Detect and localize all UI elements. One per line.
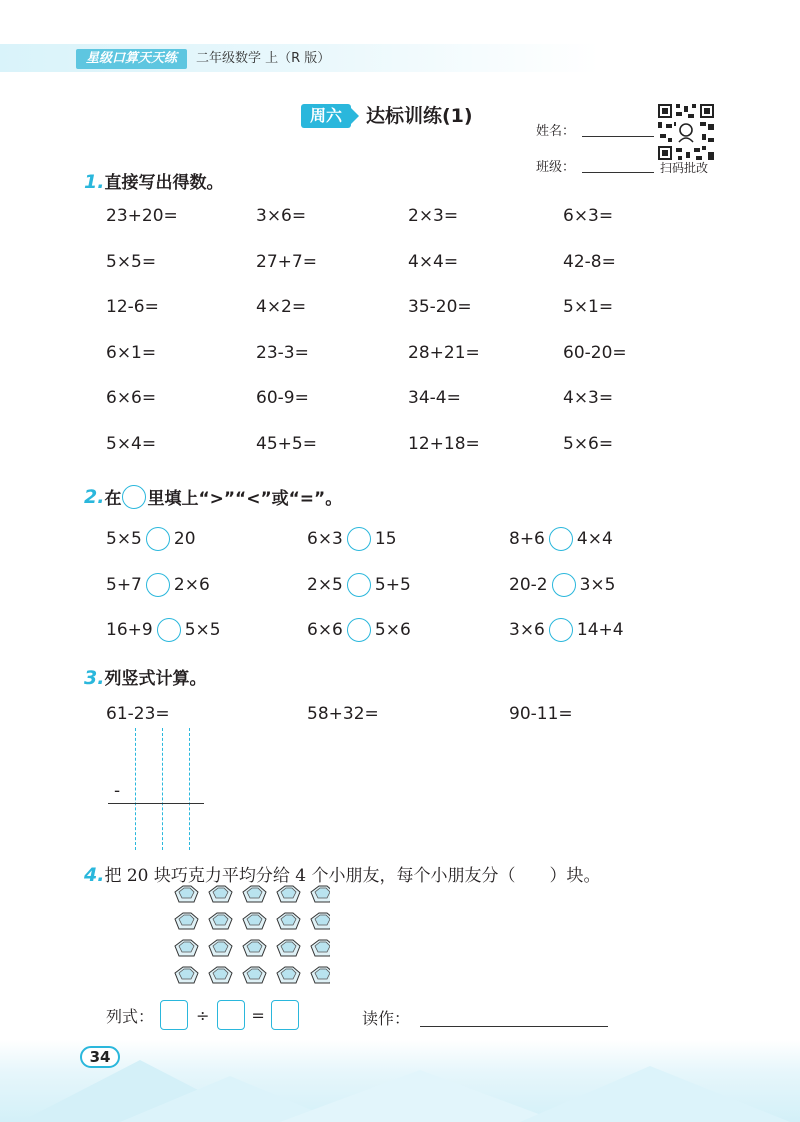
compare-right: 4×4 [576, 529, 613, 549]
chocolate-icon [175, 886, 198, 902]
section-4-instruction: 把 20 块巧克力平均分给 4 个小朋友，每个小朋友分（ ）块。 [104, 866, 601, 886]
oral-calc-item: 34-4= [408, 388, 461, 408]
oral-calc-item: 3×6= [256, 206, 307, 226]
oral-calc-item: 6×6= [106, 388, 157, 408]
compare-answer-circle[interactable] [552, 573, 576, 597]
compare-item [509, 573, 615, 597]
chocolate-icon [175, 913, 198, 929]
compare-right: 5+5 [374, 574, 411, 595]
formula-box-result[interactable] [271, 1000, 299, 1030]
compare-right: 3×5 [579, 574, 616, 595]
formula-box-dividend[interactable] [160, 1000, 188, 1030]
chocolate-icon [243, 967, 266, 983]
chocolate-grid [170, 884, 330, 996]
section-3-instruction: 列竖式计算。 [104, 669, 207, 689]
title-day-tag: 周六 [301, 104, 351, 128]
read-label: 读作： [362, 1009, 411, 1028]
chocolate-icon [175, 940, 198, 956]
section-1-header [84, 168, 223, 193]
compare-answer-circle[interactable] [347, 527, 371, 551]
compare-left: 6×6 [307, 620, 343, 640]
compare-item [106, 618, 221, 642]
vertical-problem-1: 61-23= [106, 704, 170, 724]
chocolate-icon [209, 940, 232, 956]
section-2-number: 2. [84, 485, 105, 508]
chocolate-icon [311, 886, 330, 902]
chocolate-icon [209, 913, 232, 929]
chocolate-icon [311, 913, 330, 929]
blank-circle-icon [122, 485, 146, 509]
compare-left: 5×5 [106, 529, 142, 549]
compare-right: 15 [374, 529, 397, 549]
class-label: 班级： [536, 160, 576, 175]
class-field[interactable] [582, 171, 654, 173]
compare-right: 2×6 [173, 574, 210, 595]
compare-answer-circle[interactable] [347, 573, 371, 597]
section-3-header [84, 664, 206, 689]
chocolate-icon [277, 886, 300, 902]
vertical-minus-sign: - [114, 781, 121, 801]
oral-calc-item: 5×4= [106, 433, 157, 454]
oral-calc-item: 60-20= [563, 342, 627, 363]
chocolate-icon [311, 967, 330, 983]
compare-left: 2×5 [307, 574, 343, 595]
header-subtitle: 二年级数学 上（R 版） [196, 51, 331, 66]
compare-left: 3×6 [509, 620, 545, 640]
oral-calc-item: 23+20= [106, 206, 178, 226]
header-brand: 星级口算天天练 [76, 49, 187, 69]
column-guide-line [162, 728, 163, 850]
oral-calc-item: 28+21= [408, 342, 480, 363]
footer-mountains-decoration [0, 1040, 800, 1122]
oral-calc-item: 4×3= [563, 388, 614, 408]
oral-calc-item: 35-20= [408, 297, 472, 317]
page-title: 达标训练(1) [366, 105, 473, 127]
compare-right: 5×6 [374, 620, 411, 640]
compare-item [307, 573, 411, 597]
oral-calc-item: 5×5= [106, 251, 157, 272]
formula-label: 列式： [106, 1006, 155, 1026]
compare-answer-circle[interactable] [146, 527, 170, 551]
page-number: 34 [80, 1046, 120, 1068]
vertical-result-line [108, 803, 204, 804]
compare-answer-circle[interactable] [347, 618, 371, 642]
compare-item [106, 573, 210, 597]
oral-calc-item: 5×6= [563, 433, 614, 454]
divide-sign: ÷ [196, 1005, 210, 1025]
compare-answer-circle[interactable] [157, 618, 181, 642]
equals-sign: = [251, 1005, 265, 1025]
section-2-instruction-pre: 在 [104, 489, 122, 509]
oral-calc-item: 12+18= [408, 433, 480, 454]
compare-left: 20-2 [509, 574, 548, 595]
compare-item [307, 618, 411, 642]
formula-row [106, 1000, 299, 1030]
compare-item [106, 527, 196, 551]
chocolate-icon [243, 913, 266, 929]
vertical-problem-2: 58+32= [307, 704, 379, 724]
chocolate-icon [175, 967, 198, 983]
section-1-number: 1. [84, 171, 105, 193]
section-3-number: 3. [84, 667, 105, 689]
compare-answer-circle[interactable] [549, 618, 573, 642]
compare-item [509, 618, 624, 642]
compare-left: 5+7 [106, 574, 142, 595]
vertical-problem-3: 90-11= [509, 704, 573, 724]
compare-left: 8+6 [509, 529, 545, 549]
title-arrow-icon [351, 108, 359, 124]
oral-calc-item: 6×3= [563, 206, 614, 226]
chocolate-icon [243, 940, 266, 956]
column-guide-line [135, 728, 136, 850]
chocolate-icon [209, 967, 232, 983]
oral-calc-item: 4×2= [256, 297, 307, 317]
name-field[interactable] [582, 135, 654, 137]
oral-calc-item: 45+5= [256, 433, 317, 454]
compare-left: 6×3 [307, 529, 343, 549]
read-answer-line[interactable] [420, 1025, 608, 1027]
chocolate-icon [209, 886, 232, 902]
section-2-instruction-post: 里填上“>”“<”或“=”。 [147, 489, 343, 509]
column-guide-line [189, 728, 190, 850]
formula-box-divisor[interactable] [217, 1000, 245, 1030]
qr-code-icon[interactable] [658, 104, 714, 160]
oral-calc-item: 42-8= [563, 251, 616, 272]
chocolate-icon [277, 940, 300, 956]
name-label: 姓名： [536, 124, 576, 139]
chocolate-icon [243, 886, 266, 902]
chocolate-icon [311, 940, 330, 956]
compare-answer-circle[interactable] [549, 527, 573, 551]
oral-calc-item: 6×1= [106, 342, 157, 363]
oral-calc-item: 4×4= [408, 251, 459, 272]
section-2-header [84, 484, 342, 509]
oral-calc-item: 2×3= [408, 206, 459, 226]
compare-right: 5×5 [184, 620, 221, 640]
section-4-header [84, 861, 601, 886]
oral-calc-item: 12-6= [106, 297, 159, 317]
compare-answer-circle[interactable] [146, 573, 170, 597]
chocolate-icon [277, 913, 300, 929]
oral-calc-item: 60-9= [256, 388, 309, 408]
compare-right: 20 [173, 529, 196, 549]
chocolate-icon [277, 967, 300, 983]
compare-right: 14+4 [576, 620, 624, 640]
oral-calc-item: 23-3= [256, 342, 309, 363]
compare-left: 16+9 [106, 620, 153, 640]
compare-item [509, 527, 613, 551]
oral-calc-item: 5×1= [563, 297, 614, 317]
oral-calc-item: 27+7= [256, 251, 317, 272]
section-1-instruction: 直接写出得数。 [104, 173, 224, 193]
compare-item [307, 527, 397, 551]
qr-caption: 扫码批改 [660, 161, 709, 175]
section-4-number: 4. [84, 864, 105, 886]
